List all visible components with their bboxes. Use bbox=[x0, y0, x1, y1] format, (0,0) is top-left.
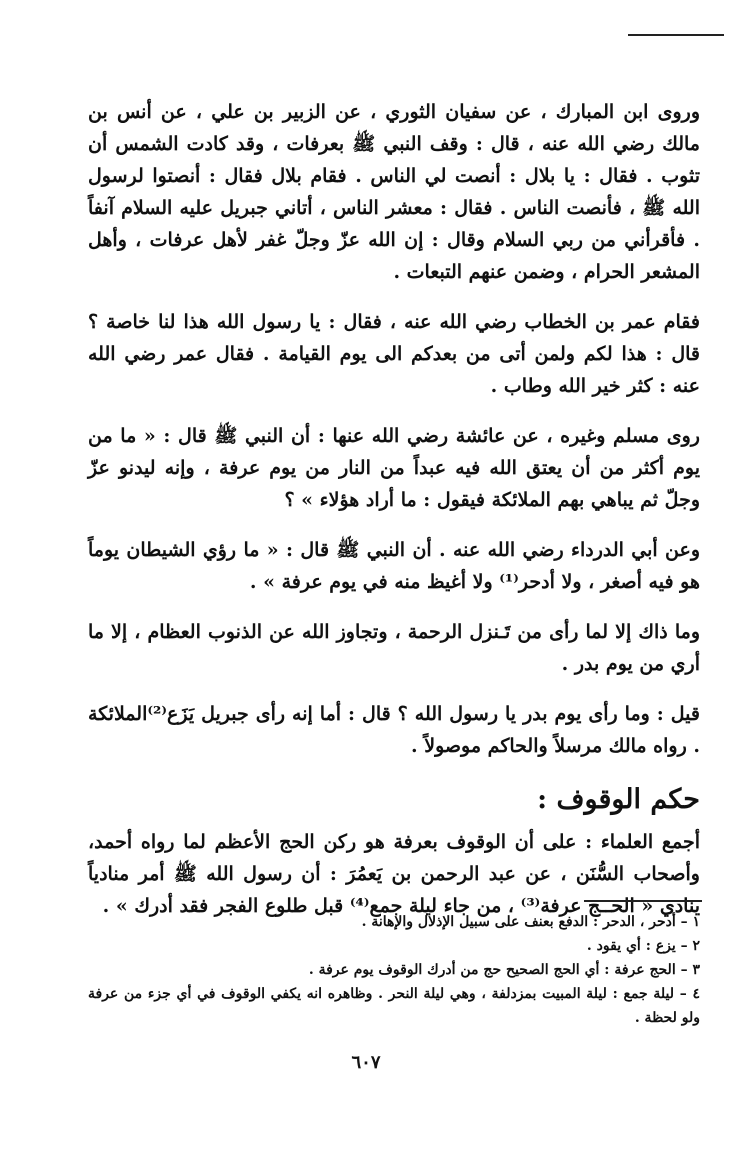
paragraph-umar: فقام عمر بن الخطاب رضي الله عنه ، فقال : يا رسول الله هذا لنا خاصة ؟ قال : هذا لكم ولمن أتى من بعدكم الى يوم القيامة . فقال عمر رضي الله عنه : كثر خير الله وطاب . bbox=[88, 311, 700, 397]
section-heading: حكم الوقوف : bbox=[537, 784, 700, 815]
top-rule bbox=[628, 34, 724, 36]
paragraph-mercy: وما ذاك إلا لما رأى من تَـنزل الرحمة ، وتجاوز الله عن الذنوب العظام ، إلا ما أري من يوم بدر . bbox=[88, 621, 700, 675]
paragraph-abu-darda: وعن أبي الدرداء رضي الله عنه . أن النبي ﷺ قال : « ما رؤي الشيطان يوماً هو فيه أصغر ، ولا أدحر⁽¹⁾ ولا أغيظ منه في يوم عرفة » . bbox=[88, 539, 700, 593]
page-body bbox=[88, 96, 700, 940]
footnote-4: ٤ – ليلة جمع : ليلة المبيت بمزدلفة ، وهي ليلة النحر . وظاهره انه يكفي الوقوف في أي جزء من عرفة ولو لحظة . bbox=[88, 986, 700, 1026]
footnote-1: ١ – أدحر ، الدحر : الدفع بعنف على سبيل الإذلال والإهانة . bbox=[361, 914, 700, 930]
paragraph-ruling: أجمع العلماء : على أن الوقوف بعرفة هو ركن الحج الأعظم لما رواه أحمد، وأصحاب السُّنَن ، عن عبد الرحمن بن يَعمُرَ : أن رسول الله ﷺ أمر منادياً ينادي « الحــج عرفة⁽³⁾ ، من جاء ليلة جمع⁽⁴⁾ قبل طلوع الفجر فقد أدرك » . bbox=[88, 831, 700, 917]
page-number: ٦٠٧ bbox=[351, 1052, 381, 1073]
paragraph-aisha-hadith: روى مسلم وغيره ، عن عائشة رضي الله عنها : أن النبي ﷺ قال : « ما من يوم أكثر من أن يعتق الله فيه عبداً من النار من يوم عرفة ، وإنه ليدنو عزّ وجلّ ثم يباهي بهم الملائكة فيقول : ما أراد هؤلاء » ؟ bbox=[88, 425, 700, 511]
paragraph-anas-hadith: وروى ابن المبارك ، عن سفيان الثوري ، عن الزبير بن علي ، عن أنس بن مالك رضي الله عنه ، قال : وقف النبي ﷺ بعرفات ، وقد كادت الشمس أن تثوب . فقال : يا بلال : أنصت لي الناس . فقام بلال فقال : أنصتوا لرسول الله ﷺ ، فأنصت الناس . فقال : معشر الناس ، أتاني جبريل عليه السلام آنفاً . فأقرأني من ربي السلام وقال : إن الله عزّ وجلّ غفر لأهل عرفات ، وأهل المشعر الحرام ، وضمن عنهم التبعات . bbox=[88, 101, 700, 283]
footnotes bbox=[88, 910, 700, 1030]
paragraph-badr: قيل : وما رأى يوم بدر يا رسول الله ؟ قال : أما إنه رأى جبريل يَزَع⁽²⁾الملائكة . رواه مالك مرسلاً والحاكم موصولاً . bbox=[88, 703, 700, 757]
footnote-2: ٢ – يزع : أي يقود . bbox=[586, 938, 700, 954]
footnote-3: ٣ – الحج عرفة : أي الحج الصحيح حج من أدرك الوقوف يوم عرفة . bbox=[308, 962, 700, 978]
footnote-rule bbox=[584, 900, 702, 902]
